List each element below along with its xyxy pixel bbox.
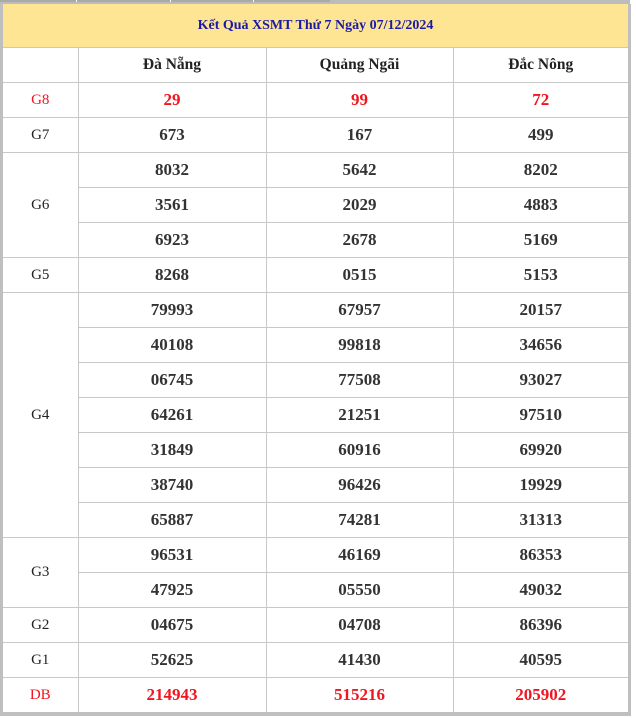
tab-strip-bottom: [0, 0, 330, 2]
prize-label: G8: [3, 83, 78, 118]
result-cell: 31849: [78, 433, 266, 468]
prize-row-g4: [3, 503, 628, 538]
result-cell: 49032: [453, 573, 628, 608]
result-cell: 515216: [266, 678, 453, 713]
prize-row-g4: [3, 328, 628, 363]
result-cell: 0515: [266, 258, 453, 293]
prize-label: G6: [3, 153, 78, 258]
result-cell: 60916: [266, 433, 453, 468]
result-cell: 96531: [78, 538, 266, 573]
result-cell: 5169: [453, 223, 628, 258]
result-cell: 38740: [78, 468, 266, 503]
prize-row-g1: [3, 643, 628, 678]
prize-label: G2: [3, 608, 78, 643]
result-cell: 8202: [453, 153, 628, 188]
prize-label: DB: [3, 678, 78, 713]
result-cell: 499: [453, 118, 628, 153]
result-cell: 67957: [266, 293, 453, 328]
prize-row-g8: [3, 83, 628, 118]
result-cell: 06745: [78, 363, 266, 398]
result-cell: 97510: [453, 398, 628, 433]
prize-row-g6: [3, 188, 628, 223]
result-cell: 20157: [453, 293, 628, 328]
result-cell: 86396: [453, 608, 628, 643]
prize-row-g6: [3, 223, 628, 258]
prize-row-g4: [3, 398, 628, 433]
prize-label: G3: [3, 538, 78, 608]
result-cell: 93027: [453, 363, 628, 398]
result-cell: 79993: [78, 293, 266, 328]
result-cell: 31313: [453, 503, 628, 538]
result-cell: 167: [266, 118, 453, 153]
prize-label: G7: [3, 118, 78, 153]
prize-row-g4: [3, 468, 628, 503]
result-cell: 34656: [453, 328, 628, 363]
prize-row-g3: [3, 538, 628, 573]
prize-label: G4: [3, 293, 78, 538]
tab-separator: [253, 0, 254, 2]
result-cell: 47925: [78, 573, 266, 608]
result-cell: 4883: [453, 188, 628, 223]
result-cell: 8032: [78, 153, 266, 188]
prize-row-g6: [3, 153, 628, 188]
result-cell: 96426: [266, 468, 453, 503]
result-cell: 29: [78, 83, 266, 118]
result-cell: 05550: [266, 573, 453, 608]
result-cell: 69920: [453, 433, 628, 468]
result-cell: 5153: [453, 258, 628, 293]
result-cell: 2029: [266, 188, 453, 223]
prize-row-g3: [3, 573, 628, 608]
tab-separator: [170, 0, 171, 2]
result-cell: 04675: [78, 608, 266, 643]
result-cell: 86353: [453, 538, 628, 573]
result-cell: 74281: [266, 503, 453, 538]
result-cell: 205902: [453, 678, 628, 713]
result-cell: 19929: [453, 468, 628, 503]
prize-label: G5: [3, 258, 78, 293]
province-header-da-nang: Đà Nẵng: [78, 48, 266, 83]
prize-label: G1: [3, 643, 78, 678]
result-cell: 21251: [266, 398, 453, 433]
prize-row-special: [3, 678, 628, 713]
prize-row-g4: [3, 293, 628, 328]
result-cell: 65887: [78, 503, 266, 538]
header-row: [3, 48, 628, 83]
province-header-dac-nong: Đắc Nông: [453, 48, 628, 83]
prize-row-g5: [3, 258, 628, 293]
result-cell: 46169: [266, 538, 453, 573]
results-body: [3, 83, 628, 713]
lottery-results-table: [3, 4, 628, 712]
result-cell: 72: [453, 83, 628, 118]
results-title: Kết Quả XSMT Thứ 7 Ngày 07/12/2024: [3, 4, 628, 48]
prize-column-header: [3, 48, 78, 83]
result-cell: 77508: [266, 363, 453, 398]
title-row: [3, 4, 628, 48]
result-cell: 64261: [78, 398, 266, 433]
province-header-quang-ngai: Quảng Ngãi: [266, 48, 453, 83]
result-cell: 5642: [266, 153, 453, 188]
result-cell: 52625: [78, 643, 266, 678]
result-cell: 214943: [78, 678, 266, 713]
prize-row-g4: [3, 363, 628, 398]
prize-row-g4: [3, 433, 628, 468]
result-cell: 3561: [78, 188, 266, 223]
result-cell: 99818: [266, 328, 453, 363]
prize-row-g2: [3, 608, 628, 643]
results-frame: [0, 4, 631, 716]
result-cell: 6923: [78, 223, 266, 258]
tab-separator: [76, 0, 77, 2]
result-cell: 2678: [266, 223, 453, 258]
result-cell: 40108: [78, 328, 266, 363]
result-cell: 673: [78, 118, 266, 153]
result-cell: 41430: [266, 643, 453, 678]
result-cell: 99: [266, 83, 453, 118]
result-cell: 04708: [266, 608, 453, 643]
result-cell: 40595: [453, 643, 628, 678]
result-cell: 8268: [78, 258, 266, 293]
prize-row-g7: [3, 118, 628, 153]
